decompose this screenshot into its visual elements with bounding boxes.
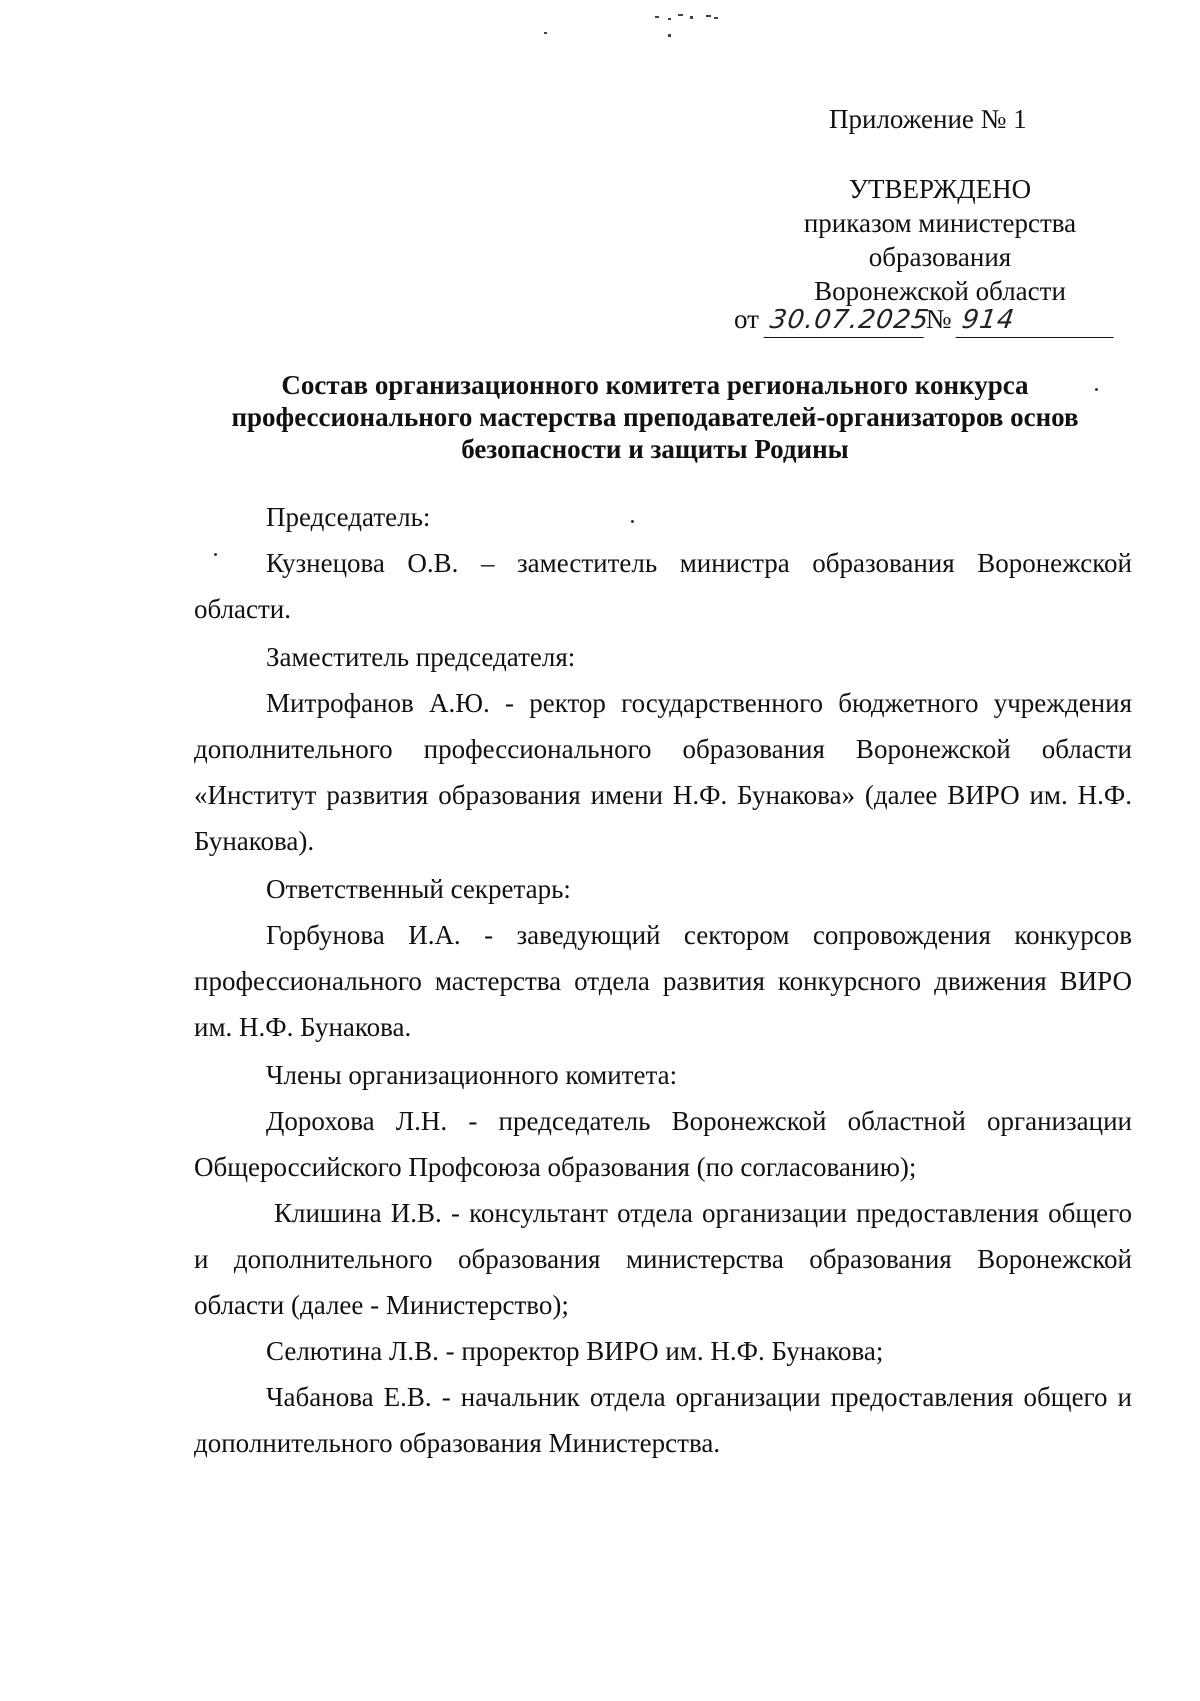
member-entry: Селютина Л.В. - проректор ВИРО им. Н.Ф. Бунакова; (266, 1336, 884, 1366)
approved-label: УТВЕРЖДЕНО (848, 174, 1032, 204)
member-entry: Чабанова Е.В. - начальник отдела организации предоставления общего и дополнительного образования Министерства. (194, 1382, 1132, 1458)
approved-by-line: Воронежской области (814, 276, 1066, 306)
title-line: безопасности и защиты Родины (461, 434, 849, 464)
scan-specks (0, 0, 1200, 60)
chairman-heading: Председатель: (266, 502, 431, 532)
order-prefix: от (734, 304, 759, 334)
order-date-handwritten: 30.07.2025 (763, 303, 928, 338)
approved-by-line: образования (868, 242, 1012, 272)
document-title (190, 369, 1120, 465)
member-entry: Клишина И.В. - консультант отдела организации предоставления общего и дополнительного образования министерства образования Воронежской области (далее - Министерство); (194, 1198, 1132, 1320)
appendix-label: Приложение № 1 (829, 104, 1027, 134)
order-number-sign: № (925, 304, 952, 334)
secretary-heading: Ответственный секретарь: (266, 874, 571, 904)
members-heading: Члены организационного комитета: (266, 1060, 678, 1090)
approval-stamp-block (760, 172, 1120, 308)
member-entry: Дорохова Л.Н. - председатель Воронежской областной организации Общероссийского Профсоюза образования (по согласованию); (194, 1106, 1132, 1182)
document-body (194, 494, 1132, 1466)
title-line: Состав организационного комитета регионального конкурса (281, 370, 1029, 400)
deputy-heading: Заместитель председателя: (266, 642, 576, 672)
approved-by-line: приказом министерства (803, 208, 1077, 238)
order-reference (734, 302, 1116, 338)
scan-speck (1095, 388, 1098, 391)
deputy-entry: Митрофанов А.Ю. - ректор государственного бюджетного учреждения дополнительного профессионального образования Воронежской области «Институт развития образования имени Н.Ф. Бунакова» (далее ВИРО им. Н.Ф. Бунакова). (194, 688, 1132, 856)
title-line: профессионального мастерства преподавателей-организаторов основ (231, 402, 1079, 432)
secretary-entry: Горбунова И.А. - заведующий сектором сопровождения конкурсов профессионального мастерства отдела развития конкурсного движения ВИРО им. Н.Ф. Бунакова. (194, 920, 1132, 1042)
chairman-entry: Кузнецова О.В. – заместитель министра образования Воронежской области. (194, 548, 1132, 624)
order-number-handwritten: 914 (956, 303, 1119, 338)
